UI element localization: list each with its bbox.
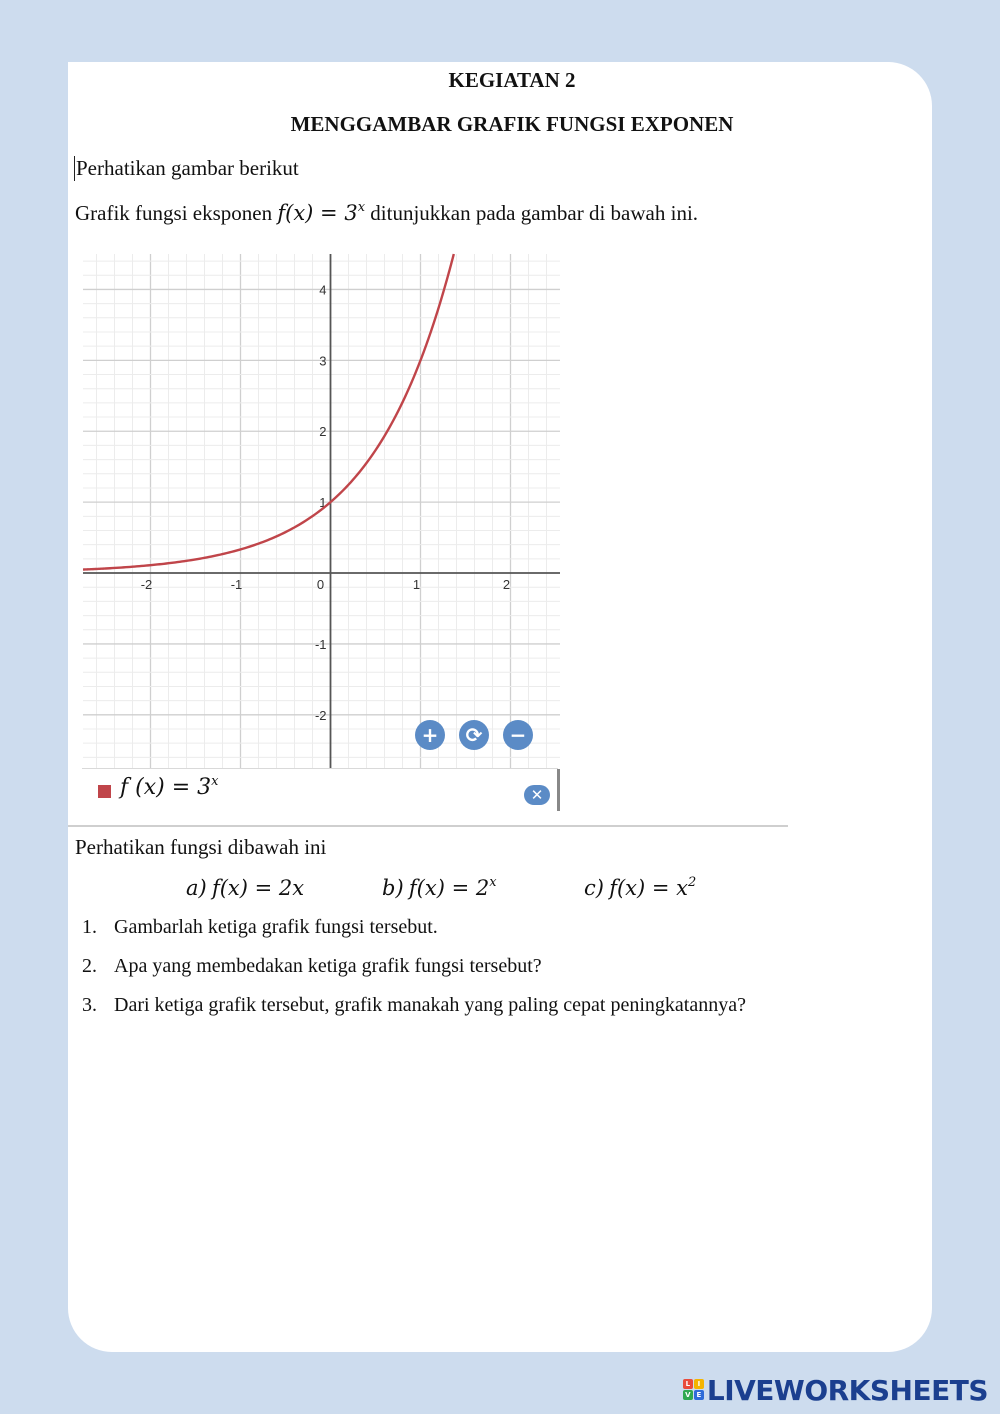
option-b (382, 876, 497, 901)
intro-line-1: Perhatikan gambar berikut (76, 156, 299, 180)
option-c (584, 876, 696, 901)
question-item (82, 994, 746, 1017)
section-divider (68, 825, 788, 827)
logo-tile-v: V (683, 1390, 693, 1400)
option-a-expr: f(x) = 2x (211, 876, 305, 900)
brand-name: LIVEWORKSHEETS (706, 1373, 988, 1407)
question-number: 2. (82, 955, 97, 977)
question-number: 1. (82, 916, 97, 938)
option-a (186, 876, 304, 901)
x-tick-label: 2 (502, 577, 511, 593)
graph-canvas[interactable] (82, 252, 562, 812)
legend-color-swatch (98, 785, 111, 798)
legend-function-exponent: x (211, 774, 219, 789)
x-tick-label: -1 (230, 577, 243, 593)
option-b-label: b) (382, 876, 404, 900)
y-tick-label: 4 (319, 282, 327, 298)
reset-view-icon[interactable]: ⟳ (465, 723, 483, 747)
option-a-label: a) (186, 876, 207, 900)
logo-tile-e: E (694, 1390, 704, 1400)
function-graph[interactable] (82, 252, 562, 812)
logo-tile-i: I (694, 1379, 704, 1389)
question-text: Apa yang membedakan ketiga grafik fungsi tersebut? (114, 955, 542, 977)
question-text: Gambarlah ketiga grafik fungsi tersebut. (114, 916, 438, 938)
question-number: 3. (82, 994, 97, 1016)
question-text: Dari ketiga grafik tersebut, grafik manakah yang paling cepat peningkatannya? (114, 994, 746, 1016)
intro-text-before: Grafik fungsi eksponen (75, 201, 278, 225)
intro-text-after: ditunjukkan pada gambar di bawah ini. (365, 201, 699, 225)
intro-function: f(x) = 3 (277, 201, 358, 225)
worksheet-page (68, 62, 932, 1352)
zoom-in-icon[interactable]: + (421, 723, 439, 747)
option-b-expr: f(x) = 2 (408, 876, 490, 900)
option-c-expr: f(x) = x (609, 876, 689, 900)
y-tick-label: -2 (314, 707, 327, 723)
liveworksheets-logo-icon (683, 1379, 705, 1401)
graph-legend (82, 768, 558, 810)
legend-scrollbar[interactable] (557, 769, 560, 811)
y-tick-label: 3 (319, 353, 327, 369)
y-tick-label: 2 (319, 424, 327, 440)
question-item (82, 955, 542, 978)
legend-function-text: f (x) = 3 (120, 775, 212, 800)
x-tick-label: 0 (316, 577, 325, 593)
option-c-label: c) (584, 876, 604, 900)
legend-function (120, 775, 218, 800)
page-subtitle: MENGGAMBAR GRAFIK FUNGSI EXPONEN (290, 112, 734, 136)
question-item (82, 916, 438, 939)
option-b-exponent: x (489, 875, 497, 890)
option-c-exponent: 2 (688, 875, 697, 890)
x-tick-label: -2 (140, 577, 153, 593)
logo-tile-l: L (683, 1379, 693, 1389)
remove-function-icon[interactable]: ✕ (524, 785, 550, 805)
section2-intro: Perhatikan fungsi dibawah ini (75, 835, 327, 859)
intro-function-exponent: x (357, 200, 366, 215)
intro-line-2 (75, 201, 698, 226)
liveworksheets-brand (683, 1372, 988, 1408)
x-tick-label: 1 (412, 577, 421, 593)
zoom-out-icon[interactable]: − (509, 723, 527, 747)
y-tick-label: 1 (319, 495, 327, 511)
y-tick-label: -1 (314, 636, 327, 652)
page-title: KEGIATAN 2 (448, 68, 576, 92)
